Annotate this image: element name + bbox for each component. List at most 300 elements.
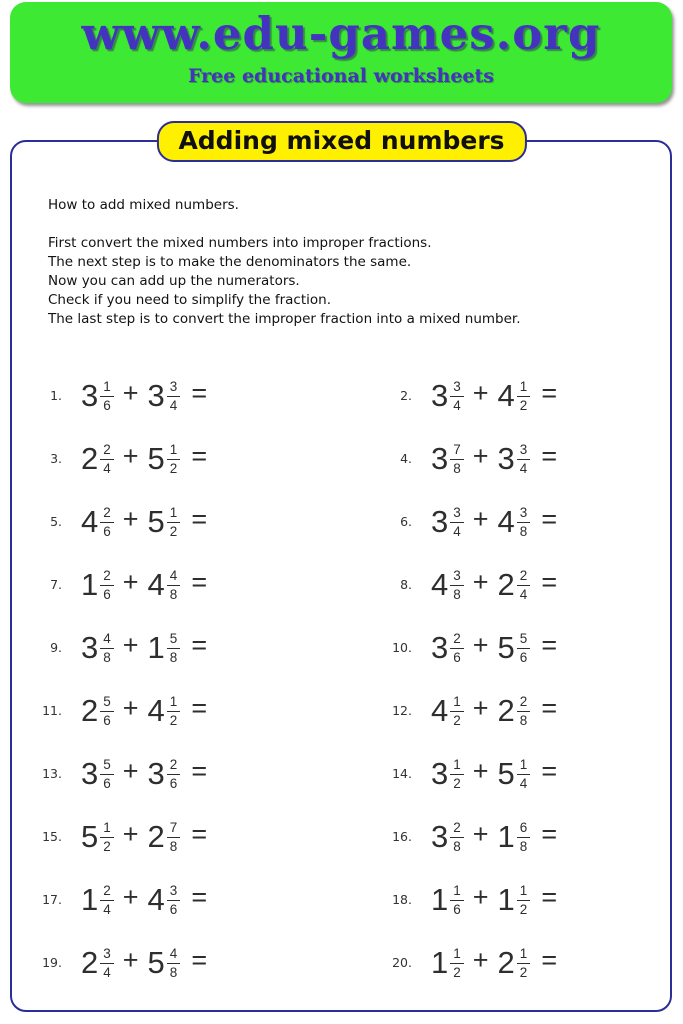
whole-number: 5 bbox=[147, 441, 165, 476]
denominator: 2 bbox=[169, 712, 178, 728]
whole-number: 2 bbox=[81, 945, 99, 980]
plus-sign: + bbox=[122, 945, 139, 975]
numerator: 1 bbox=[167, 506, 181, 523]
mixed-number-a bbox=[431, 757, 464, 789]
fraction bbox=[100, 506, 114, 538]
numerator: 3 bbox=[450, 569, 464, 586]
mixed-number-a bbox=[431, 505, 464, 537]
fraction bbox=[450, 506, 464, 538]
equals-sign: = bbox=[191, 504, 208, 534]
problem-item bbox=[0, 490, 350, 553]
numerator: 7 bbox=[167, 821, 181, 838]
plus-sign: + bbox=[122, 819, 139, 849]
whole-number: 1 bbox=[497, 819, 515, 854]
mixed-number-b bbox=[148, 757, 181, 789]
denominator: 6 bbox=[169, 775, 178, 791]
fraction bbox=[517, 695, 531, 727]
mixed-number-b bbox=[148, 442, 181, 474]
denominator: 2 bbox=[453, 775, 461, 791]
whole-number: 3 bbox=[81, 630, 99, 665]
mixed-number-a bbox=[81, 946, 114, 978]
whole-number: 3 bbox=[147, 378, 165, 413]
plus-sign: + bbox=[472, 882, 489, 912]
fraction bbox=[167, 506, 181, 538]
fraction bbox=[100, 884, 114, 916]
numerator: 4 bbox=[167, 947, 181, 964]
site-banner bbox=[10, 2, 672, 103]
whole-number: 5 bbox=[147, 945, 165, 980]
denominator: 4 bbox=[103, 460, 111, 476]
whole-number: 1 bbox=[81, 567, 99, 602]
problem-item bbox=[350, 364, 683, 427]
problem-number: 20. bbox=[392, 955, 412, 970]
problem-number: 10. bbox=[392, 640, 412, 655]
fraction bbox=[167, 695, 181, 727]
mixed-number-b bbox=[498, 946, 531, 978]
mixed-number-b bbox=[498, 820, 531, 852]
whole-number: 2 bbox=[147, 819, 165, 854]
instructions bbox=[48, 196, 521, 329]
denominator: 8 bbox=[169, 586, 178, 602]
instruction-line: The next step is to make the denominators the same. bbox=[48, 254, 412, 270]
equals-sign: = bbox=[191, 945, 208, 975]
denominator: 4 bbox=[453, 397, 461, 413]
numerator: 2 bbox=[517, 569, 531, 586]
mixed-number-a bbox=[81, 757, 114, 789]
fraction bbox=[517, 821, 531, 853]
problem-number: 9. bbox=[50, 640, 62, 655]
denominator: 4 bbox=[453, 523, 461, 539]
equals-sign: = bbox=[541, 504, 558, 534]
mixed-number-b bbox=[498, 442, 531, 474]
plus-sign: + bbox=[122, 504, 139, 534]
problem-number: 4. bbox=[400, 451, 412, 466]
problem-number: 15. bbox=[42, 829, 62, 844]
mixed-number-b bbox=[148, 505, 181, 537]
whole-number: 1 bbox=[81, 882, 99, 917]
problem-number: 16. bbox=[392, 829, 412, 844]
problem-item bbox=[350, 616, 683, 679]
numerator: 3 bbox=[450, 506, 464, 523]
denominator: 2 bbox=[519, 901, 528, 917]
numerator: 5 bbox=[517, 632, 531, 649]
denominator: 6 bbox=[103, 397, 111, 413]
equals-sign: = bbox=[191, 882, 208, 912]
whole-number: 1 bbox=[497, 882, 515, 917]
denominator: 2 bbox=[169, 523, 178, 539]
whole-number: 3 bbox=[431, 630, 449, 665]
mixed-number-a bbox=[81, 694, 114, 726]
instruction-line: The last step is to convert the improper fraction into a mixed number. bbox=[48, 311, 521, 327]
denominator: 2 bbox=[519, 397, 528, 413]
problem-item bbox=[0, 742, 350, 805]
denominator: 4 bbox=[519, 460, 528, 476]
denominator: 6 bbox=[103, 586, 111, 602]
equals-sign: = bbox=[541, 441, 558, 471]
problem-expression bbox=[81, 505, 207, 537]
problem-expression bbox=[81, 946, 207, 978]
mixed-number-b bbox=[498, 568, 531, 600]
numerator: 5 bbox=[167, 632, 181, 649]
mixed-number-a bbox=[81, 568, 114, 600]
numerator: 5 bbox=[100, 758, 114, 775]
instructions-heading: How to add mixed numbers. bbox=[48, 197, 239, 213]
numerator: 6 bbox=[517, 821, 531, 838]
equals-sign: = bbox=[191, 819, 208, 849]
problem-item bbox=[350, 427, 683, 490]
problem-item bbox=[350, 553, 683, 616]
fraction bbox=[100, 380, 114, 412]
numerator: 1 bbox=[100, 821, 114, 838]
mixed-number-b bbox=[148, 568, 181, 600]
denominator: 8 bbox=[169, 964, 178, 980]
mixed-number-b bbox=[148, 694, 181, 726]
fraction bbox=[167, 443, 181, 475]
whole-number: 5 bbox=[81, 819, 99, 854]
denominator: 8 bbox=[519, 838, 528, 854]
denominator: 2 bbox=[453, 964, 461, 980]
mixed-number-a bbox=[431, 379, 464, 411]
whole-number: 4 bbox=[497, 378, 515, 413]
whole-number: 4 bbox=[147, 882, 165, 917]
site-subtitle: Free educational worksheets bbox=[187, 65, 494, 87]
denominator: 6 bbox=[519, 649, 528, 665]
numerator: 1 bbox=[517, 758, 531, 775]
denominator: 6 bbox=[103, 775, 111, 791]
equals-sign: = bbox=[191, 378, 208, 408]
mixed-number-b bbox=[148, 820, 181, 852]
mixed-number-a bbox=[81, 505, 114, 537]
numerator: 7 bbox=[450, 443, 464, 460]
plus-sign: + bbox=[472, 378, 489, 408]
equals-sign: = bbox=[541, 378, 558, 408]
mixed-number-a bbox=[431, 568, 464, 600]
equals-sign: = bbox=[541, 819, 558, 849]
whole-number: 3 bbox=[431, 819, 449, 854]
problem-expression bbox=[431, 631, 557, 663]
numerator: 1 bbox=[100, 380, 114, 397]
problem-expression bbox=[431, 757, 557, 789]
problem-number: 1. bbox=[50, 388, 62, 403]
whole-number: 4 bbox=[431, 693, 449, 728]
numerator: 3 bbox=[517, 506, 531, 523]
equals-sign: = bbox=[541, 567, 558, 597]
whole-number: 5 bbox=[497, 630, 515, 665]
denominator: 8 bbox=[519, 523, 528, 539]
fraction bbox=[450, 821, 464, 853]
problem-expression bbox=[81, 820, 207, 852]
problem-number: 14. bbox=[392, 766, 412, 781]
whole-number: 3 bbox=[81, 378, 99, 413]
plus-sign: + bbox=[122, 882, 139, 912]
problem-number: 2. bbox=[400, 388, 412, 403]
plus-sign: + bbox=[122, 756, 139, 786]
fraction bbox=[167, 758, 181, 790]
numerator: 4 bbox=[167, 569, 181, 586]
equals-sign: = bbox=[191, 756, 208, 786]
plus-sign: + bbox=[472, 945, 489, 975]
numerator: 1 bbox=[450, 758, 464, 775]
problem-number: 11. bbox=[42, 703, 62, 718]
fraction bbox=[450, 695, 464, 727]
mixed-number-b bbox=[148, 631, 181, 663]
problem-item bbox=[350, 868, 683, 931]
mixed-number-b bbox=[498, 757, 531, 789]
whole-number: 5 bbox=[147, 504, 165, 539]
numerator: 1 bbox=[517, 884, 531, 901]
instruction-line: Now you can add up the numerators. bbox=[48, 273, 300, 289]
equals-sign: = bbox=[541, 630, 558, 660]
mixed-number-b bbox=[498, 694, 531, 726]
problem-number: 6. bbox=[400, 514, 412, 529]
whole-number: 3 bbox=[431, 441, 449, 476]
numerator: 1 bbox=[167, 443, 181, 460]
problem-number: 12. bbox=[392, 703, 412, 718]
fraction bbox=[517, 380, 531, 412]
problem-item bbox=[0, 616, 350, 679]
problem-number: 7. bbox=[50, 577, 62, 592]
denominator: 8 bbox=[103, 649, 111, 665]
problem-number: 19. bbox=[42, 955, 62, 970]
problem-item bbox=[350, 931, 683, 994]
numerator: 2 bbox=[450, 821, 464, 838]
problem-item bbox=[0, 805, 350, 868]
plus-sign: + bbox=[122, 630, 139, 660]
mixed-number-b bbox=[498, 379, 531, 411]
mixed-number-a bbox=[81, 820, 114, 852]
fraction bbox=[517, 632, 531, 664]
whole-number: 2 bbox=[497, 693, 515, 728]
numerator: 5 bbox=[100, 695, 114, 712]
fraction bbox=[100, 695, 114, 727]
numerator: 1 bbox=[450, 947, 464, 964]
plus-sign: + bbox=[122, 378, 139, 408]
numerator: 1 bbox=[167, 695, 181, 712]
fraction bbox=[100, 569, 114, 601]
numerator: 2 bbox=[100, 569, 114, 586]
problem-expression bbox=[431, 442, 557, 474]
mixed-number-a bbox=[81, 631, 114, 663]
whole-number: 2 bbox=[81, 693, 99, 728]
instruction-line: First convert the mixed numbers into improper fractions. bbox=[48, 235, 432, 251]
numerator: 1 bbox=[450, 884, 464, 901]
numerator: 4 bbox=[100, 632, 114, 649]
plus-sign: + bbox=[472, 504, 489, 534]
mixed-number-b bbox=[498, 883, 531, 915]
mixed-number-a bbox=[431, 442, 464, 474]
problem-expression bbox=[431, 883, 557, 915]
numerator: 2 bbox=[100, 884, 114, 901]
numerator: 1 bbox=[517, 380, 531, 397]
equals-sign: = bbox=[541, 693, 558, 723]
instruction-line: Check if you need to simplify the fraction. bbox=[48, 292, 331, 308]
fraction bbox=[517, 758, 531, 790]
denominator: 8 bbox=[453, 586, 461, 602]
denominator: 8 bbox=[453, 460, 461, 476]
equals-sign: = bbox=[191, 693, 208, 723]
problem-number: 13. bbox=[42, 766, 62, 781]
plus-sign: + bbox=[472, 693, 489, 723]
whole-number: 1 bbox=[431, 945, 449, 980]
whole-number: 2 bbox=[497, 945, 515, 980]
mixed-number-b bbox=[148, 883, 181, 915]
fraction bbox=[450, 947, 464, 979]
mixed-number-b bbox=[148, 946, 181, 978]
problem-expression bbox=[431, 379, 557, 411]
fraction bbox=[167, 380, 181, 412]
worksheet-title-badge: Adding mixed numbers bbox=[156, 121, 526, 162]
whole-number: 4 bbox=[147, 567, 165, 602]
mixed-number-a bbox=[431, 694, 464, 726]
problem-expression bbox=[431, 694, 557, 726]
whole-number: 3 bbox=[81, 756, 99, 791]
problems-grid bbox=[0, 364, 683, 994]
plus-sign: + bbox=[122, 567, 139, 597]
whole-number: 4 bbox=[147, 693, 165, 728]
whole-number: 2 bbox=[81, 441, 99, 476]
fraction bbox=[450, 443, 464, 475]
fraction bbox=[167, 884, 181, 916]
fraction bbox=[450, 884, 464, 916]
equals-sign: = bbox=[191, 630, 208, 660]
mixed-number-a bbox=[81, 442, 114, 474]
problem-item bbox=[350, 742, 683, 805]
problem-expression bbox=[81, 883, 207, 915]
whole-number: 3 bbox=[431, 504, 449, 539]
fraction bbox=[517, 506, 531, 538]
whole-number: 4 bbox=[81, 504, 99, 539]
whole-number: 1 bbox=[431, 882, 449, 917]
plus-sign: + bbox=[472, 819, 489, 849]
mixed-number-b bbox=[498, 631, 531, 663]
denominator: 4 bbox=[103, 964, 111, 980]
whole-number: 4 bbox=[431, 567, 449, 602]
whole-number: 3 bbox=[147, 756, 165, 791]
denominator: 8 bbox=[169, 649, 178, 665]
problem-item bbox=[0, 931, 350, 994]
denominator: 6 bbox=[453, 901, 461, 917]
numerator: 3 bbox=[450, 380, 464, 397]
denominator: 8 bbox=[519, 712, 528, 728]
denominator: 4 bbox=[103, 901, 111, 917]
problem-item bbox=[0, 364, 350, 427]
denominator: 4 bbox=[519, 775, 528, 791]
numerator: 2 bbox=[517, 695, 531, 712]
fraction bbox=[517, 947, 531, 979]
equals-sign: = bbox=[191, 567, 208, 597]
problem-expression bbox=[431, 946, 557, 978]
problem-item bbox=[0, 427, 350, 490]
denominator: 6 bbox=[103, 712, 111, 728]
equals-sign: = bbox=[541, 945, 558, 975]
whole-number: 2 bbox=[497, 567, 515, 602]
denominator: 6 bbox=[169, 901, 178, 917]
plus-sign: + bbox=[472, 441, 489, 471]
fraction bbox=[167, 569, 181, 601]
denominator: 6 bbox=[453, 649, 461, 665]
denominator: 4 bbox=[169, 397, 178, 413]
whole-number: 1 bbox=[147, 630, 165, 665]
mixed-number-b bbox=[498, 505, 531, 537]
fraction bbox=[517, 569, 531, 601]
numerator: 2 bbox=[100, 506, 114, 523]
problem-expression bbox=[431, 505, 557, 537]
problem-expression bbox=[81, 379, 207, 411]
denominator: 2 bbox=[453, 712, 461, 728]
denominator: 8 bbox=[453, 838, 461, 854]
numerator: 3 bbox=[100, 947, 114, 964]
problem-number: 18. bbox=[392, 892, 412, 907]
mixed-number-a bbox=[431, 820, 464, 852]
fraction bbox=[517, 884, 531, 916]
plus-sign: + bbox=[472, 756, 489, 786]
numerator: 3 bbox=[167, 884, 181, 901]
problem-expression bbox=[81, 694, 207, 726]
problem-item bbox=[350, 679, 683, 742]
plus-sign: + bbox=[122, 441, 139, 471]
problem-number: 17. bbox=[42, 892, 62, 907]
fraction bbox=[517, 443, 531, 475]
denominator: 8 bbox=[169, 838, 178, 854]
plus-sign: + bbox=[472, 567, 489, 597]
fraction bbox=[167, 947, 181, 979]
denominator: 2 bbox=[169, 460, 178, 476]
problem-number: 8. bbox=[400, 577, 412, 592]
problem-expression bbox=[431, 820, 557, 852]
whole-number: 4 bbox=[497, 504, 515, 539]
mixed-number-a bbox=[431, 631, 464, 663]
problem-expression bbox=[81, 442, 207, 474]
whole-number: 3 bbox=[431, 756, 449, 791]
problem-item bbox=[0, 679, 350, 742]
whole-number: 3 bbox=[431, 378, 449, 413]
mixed-number-a bbox=[431, 883, 464, 915]
denominator: 2 bbox=[103, 838, 111, 854]
fraction bbox=[450, 632, 464, 664]
plus-sign: + bbox=[122, 693, 139, 723]
numerator: 3 bbox=[517, 443, 531, 460]
mixed-number-a bbox=[431, 946, 464, 978]
mixed-number-b bbox=[148, 379, 181, 411]
fraction bbox=[450, 380, 464, 412]
plus-sign: + bbox=[472, 630, 489, 660]
fraction bbox=[450, 758, 464, 790]
fraction bbox=[167, 821, 181, 853]
whole-number: 3 bbox=[497, 441, 515, 476]
numerator: 2 bbox=[100, 443, 114, 460]
numerator: 2 bbox=[450, 632, 464, 649]
mixed-number-a bbox=[81, 379, 114, 411]
problem-item bbox=[350, 490, 683, 553]
fraction bbox=[100, 821, 114, 853]
equals-sign: = bbox=[191, 441, 208, 471]
problem-item bbox=[350, 805, 683, 868]
equals-sign: = bbox=[541, 882, 558, 912]
whole-number: 5 bbox=[497, 756, 515, 791]
equals-sign: = bbox=[541, 756, 558, 786]
site-title: www.edu-games.org bbox=[81, 7, 601, 60]
denominator: 6 bbox=[103, 523, 111, 539]
problem-item bbox=[0, 553, 350, 616]
fraction bbox=[100, 758, 114, 790]
problem-number: 3. bbox=[50, 451, 62, 466]
problem-expression bbox=[81, 757, 207, 789]
numerator: 3 bbox=[167, 380, 181, 397]
problem-item bbox=[0, 868, 350, 931]
problem-expression bbox=[431, 568, 557, 600]
denominator: 2 bbox=[519, 964, 528, 980]
problem-expression bbox=[81, 631, 207, 663]
